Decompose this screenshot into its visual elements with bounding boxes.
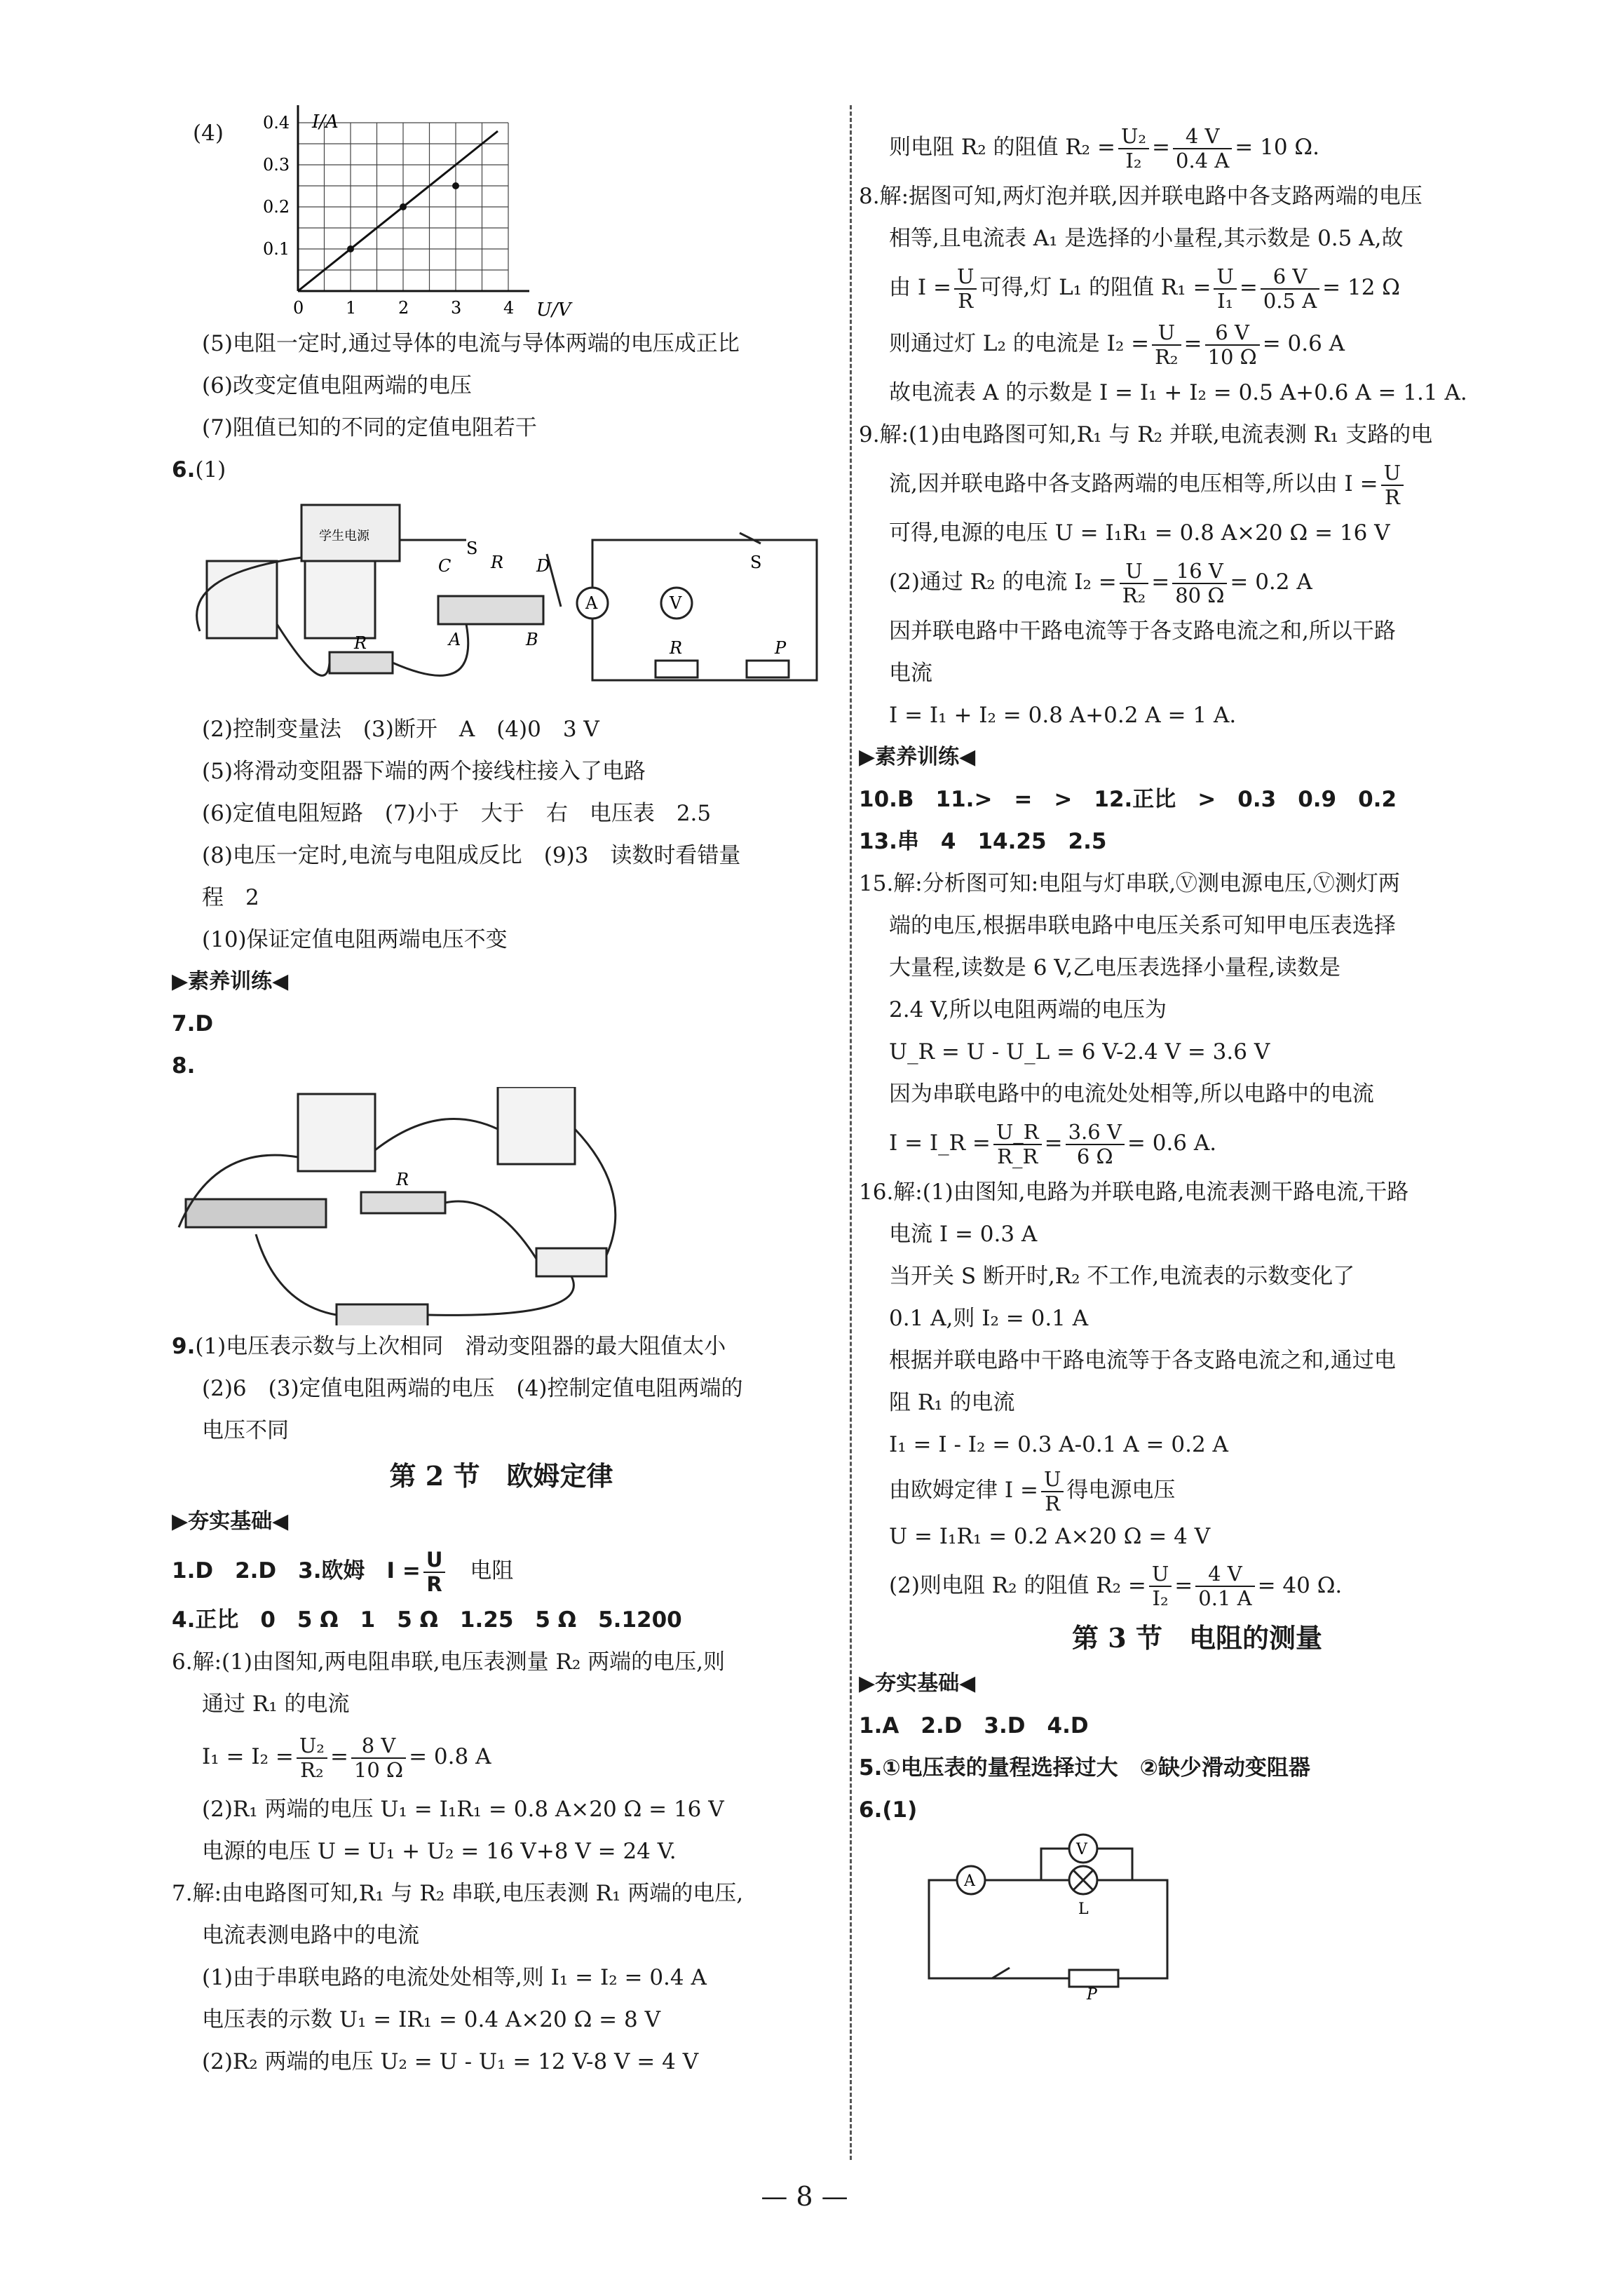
q15-line-a: 15.解:分析图可知:电阻与灯串联,Ⓥ测电源电压,Ⓥ测灯两: [859, 871, 1400, 896]
schematic-v-label: V: [670, 593, 682, 613]
meter-2: [498, 1087, 575, 1164]
data-point: [452, 182, 459, 189]
q15-line-f: 因为串联电路中的电流处处相等,所以电路中的电流: [889, 1081, 1374, 1107]
y-tick-label: 0.1: [263, 239, 290, 259]
q9-line-c: 电压不同: [202, 1418, 289, 1443]
schematic-switch: [740, 533, 761, 543]
q10-12-answers: 10.B 11.> = > 12.正比 > 0.3 0.9 0.2: [859, 787, 1397, 812]
q8-line-c: 由 I = $\frac{U}{R}$ 可得,灯 L₁ 的阻值 R₁ = $\frac{U}{\text{I₁}}$ = $\frac{6 V}{0.5 A}$ = 12 Ω: [889, 264, 1400, 313]
meter-1: [298, 1094, 375, 1171]
rheostat-p-label: P: [1087, 1985, 1097, 1999]
x-tick-label: 2: [398, 298, 409, 318]
graph-line: [298, 131, 498, 291]
voltmeter-branch: [1041, 1849, 1069, 1880]
item-4-5: (5)电阻一定时,通过导体的电流与导体两端的电压成正比: [202, 331, 740, 356]
iu-graph-block: [172, 105, 831, 323]
section-hangshi-2: ▶夯实基础◀: [859, 1670, 976, 1696]
data-point: [347, 245, 354, 252]
q15-line-c: 大量程,读数是 6 V,乙电压表选择小量程,读数是: [889, 955, 1340, 980]
schematic-rheostat: [747, 661, 789, 677]
q6-line-8b: 程 2: [202, 885, 259, 910]
q6-line-6: (6)定值电阻短路 (7)小于 大于 右 电压表 2.5: [202, 801, 712, 826]
q9-line-a: (1)电压表示数与上次相同 滑动变阻器的最大阻值太小: [195, 1334, 726, 1359]
schematic-r-label: R: [670, 638, 683, 658]
y-tick-labels: [263, 113, 290, 259]
q15-line-g: I = I_R = $\frac{U\_R}{R\_R}$ = $\frac{3.6 V}{6 \Omega}$ = 0.6 A.: [889, 1119, 1217, 1168]
q6s-line-a: 6.解:(1)由图知,两电阻串联,电压表测量 R₂ 两端的电压,则: [172, 1649, 725, 1675]
q8-line-a: 8.解:据图可知,两灯泡并联,因并联电路中各支路两端的电压: [859, 184, 1423, 209]
schematic-resistor: [656, 661, 698, 677]
terminal-d: D: [536, 556, 550, 576]
q16-line-j: (2)则电阻 R₂ 的阻值 R₂ = $\frac{U}{\text{I₂}}$ = $\frac{4 V}{0.1 A}$ = 40 Ω.: [889, 1562, 1343, 1610]
q16-line-d: 0.1 A,则 I₂ = 0.1 A: [889, 1306, 1089, 1331]
schematic-s-label: S: [750, 553, 762, 572]
x-tick-label: 3: [451, 298, 462, 318]
q9-line-e: 因并联电路中干路电流等于各支路电流之和,所以干路: [889, 619, 1396, 644]
q6-label: 6.(1): [859, 1797, 918, 1823]
q9-line-c: 可得,电源的电压 U = I₁R₁ = 0.8 A×20 Ω = 16 V: [889, 520, 1390, 546]
resistor-r-label: R: [396, 1170, 409, 1189]
q9-line-b: (2)6 (3)定值电阻两端的电压 (4)控制定值电阻两端的: [202, 1376, 743, 1401]
q8-line-d: 则通过灯 L₂ 的电流是 I₂ = $\frac{U}{\text{R₂}}$ = $\frac{6 V}{10 \Omega}$ = 0.6 A: [889, 320, 1345, 369]
section-suyang-1: ▶素养训练◀: [172, 969, 289, 994]
label-r-top: R: [491, 553, 504, 572]
column-divider: [850, 105, 852, 2160]
ammeter-label: A: [964, 1872, 975, 1890]
q6-number: 6.: [172, 457, 196, 482]
item-4-6: (6)改变定值电阻两端的电压: [202, 373, 472, 398]
terminal-a: A: [449, 630, 461, 649]
terminal-c: C: [438, 556, 452, 576]
q15-line-d: 2.4 V,所以电阻两端的电压为: [889, 997, 1167, 1022]
y-tick-label: 0.3: [263, 155, 290, 175]
q1-3-answers: 1.D 2.D 3.欧姆 I =: [172, 1558, 421, 1583]
q6-circuit-figure: [172, 491, 831, 708]
y-axis-label: I/A: [312, 112, 339, 133]
supply-label: 学生电源: [319, 529, 369, 543]
schematic-p-label: P: [775, 638, 787, 658]
r-line-0: 则电阻 R₂ 的阻值 R₂ = $\frac{\text{U₂}}{\text{I₂}}$ = $\frac{4 V}{0.4 A}$ = 10 Ω.: [889, 123, 1319, 173]
q9-line-a: 9.解:(1)由电路图可知,R₁ 与 R₂ 并联,电流表测 R₁ 支路的电: [859, 422, 1433, 447]
q9-line-b: 流,因并联电路中各支路两端的电压相等,所以由 I = $\frac{U}{R}$: [859, 456, 1535, 512]
q8-number: 8.: [172, 1053, 196, 1079]
q8-circuit-figure: [172, 1087, 663, 1325]
q6-line-10: (10)保证定值电阻两端电压不变: [202, 927, 508, 952]
q6-schematic: [901, 1831, 1195, 1999]
iu-graph: [228, 105, 592, 323]
wire: [375, 1119, 498, 1150]
q16-line-b: 电流 I = 0.3 A: [889, 1222, 1038, 1247]
x-tick-label: 1: [346, 298, 357, 318]
q7-answer: 7.D: [172, 1011, 214, 1036]
q6s-line-b: 通过 R₁ 的电流: [202, 1691, 350, 1717]
q5-answer: 5.①电压表的量程选择过大 ②缺少滑动变阻器: [859, 1755, 1310, 1781]
q6-line-5: (5)将滑动变阻器下端的两个接线柱接入了电路: [202, 759, 646, 784]
wire: [445, 1201, 536, 1259]
q3-resistance: 电阻: [470, 1558, 514, 1583]
resistor: [361, 1192, 445, 1213]
item-4-label: (4): [193, 121, 224, 146]
lamp-label: L: [1078, 1900, 1089, 1918]
x-tick-labels: [293, 298, 514, 318]
switch-symbol: [992, 1968, 1010, 1978]
circuit-loop: [929, 1880, 1167, 1978]
q9-line-g: I = I₁ + I₂ = 0.8 A+0.2 A = 1 A.: [889, 703, 1237, 728]
q7s-line-c: (1)由于串联电路的电流处处相等,则 I₁ = I₂ = 0.4 A: [202, 1965, 707, 1990]
wire: [575, 1129, 616, 1255]
q6-label: (1): [195, 457, 226, 482]
q16-line-g: I₁ = I - I₂ = 0.3 A-0.1 A = 0.2 A: [889, 1432, 1228, 1457]
q4-5-answers: 4.正比 0 5 Ω 1 5 Ω 1.25 5 Ω 5.1200: [172, 1607, 682, 1633]
q8-line-e: 故电流表 A 的示数是 I = I₁ + I₂ = 0.5 A+0.6 A = 1.1 A.: [889, 380, 1467, 405]
wire: [256, 1234, 337, 1315]
q16-line-h: 由欧姆定律 I = $\frac{U}{R}$ 得电源电压: [889, 1466, 1176, 1515]
rheostat: [186, 1199, 326, 1227]
rheostat: [438, 596, 543, 624]
q1-4-answers: 1.A 2.D 3.D 4.D: [859, 1713, 1089, 1738]
section-3-heading: 第 3 节 电阻的测量: [1072, 1621, 1322, 1654]
voltmeter-label: V: [1076, 1840, 1087, 1858]
q7s-line-e: (2)R₂ 两端的电压 U₂ = U - U₁ = 12 V-8 V = 4 V: [202, 2049, 699, 2074]
resistor-r-label: R: [354, 633, 367, 653]
switch: [536, 1248, 606, 1276]
switch-s-label: S: [466, 539, 478, 558]
q16-line-f: 阻 R₁ 的电流: [889, 1390, 1015, 1415]
q6-line-2: (2)控制变量法 (3)断开 A (4)0 3 V: [202, 717, 599, 742]
q9-line-d: (2)通过 R₂ 的电流 I₂ = $\frac{U}{\text{R₂}}$ = $\frac{16 V}{80 \Omega}$ = 0.2 A: [889, 558, 1312, 607]
left-column: (4) I/A U/V 0.4 0.3 0.2 0.1 0 1 2 3 4 (5)电阻一定时,通过导体的电流与导体两端的电压成正比 (6)改变定值电阻两端的电压 (7)阻值已知的不同的定值电阻若干 6.(1) 学生电源 C R D S A B R A V S R P (2)控制变量法 (3)断开 A (4)0 3 V (5)将滑动变阻器下端的两个接线柱接入了电路 (6)定值电阻短路 (7)小于 大于 右 电压表 2.5 (8)电压一定时,电流与电阻成反比 (9)3 读数时看错量 程 2 (10)保证定值电阻两端电压不变 ▶素养训练◀ 7.D 8. R 9.(1)电压表示数与上次相同 滑动变阻器的最大阻值太小 (2)6 (3)定值电阻两端的电压 (4)控制定值电阻两端的 电压不同 第 2 节 欧姆定律 ▶夯实基础◀ 1.D 2.D 3.欧姆 I = $\frac{U}{R}$ 电阻 4.正比 0 5 Ω 1 5 Ω 1.25 5 Ω 5.1200 6.解:(1)由图知,两电阻串联,电压表测量 R₂ 两端的电压,则 通过 R₁ 的电流 I₁ = I₂ = $\frac{\text{U₂}}{\text{R₂}}$ = $\frac{8 V}{10 \Omega}$ = 0.8 A (2)R₁ 两端的电压 U₁ = I₁R₁ = 0.8 A×20 Ω = 16 V 电源的电压 U = U₁ + U₂ = 16 V+8 V = 24 V. 7.解:由电路图可知,R₁ 与 R₂ 串联,电压表测 R₁ 两端的电压, 电流表测电路中的电流 (1)由于串联电路的电流处处相等,则 I₁ = I₂ = 0.4 A 电压表的示数 U₁ = IR₁ = 0.4 A×20 Ω = 8 V (2)R₂ 两端的电压 U₂ = U - U₁ = 12 V-8 V = 4 V: [172, 105, 831, 2083]
q7s-line-b: 电流表测电路中的电流: [202, 1923, 419, 1948]
section-2-heading: 第 2 节 欧姆定律: [389, 1460, 613, 1492]
page-number: — 8 —: [761, 2181, 848, 2212]
data-point: [400, 203, 407, 210]
q7s-line-d: 电压表的示数 U₁ = IR₁ = 0.4 A×20 Ω = 8 V: [202, 2007, 660, 2032]
y-tick-label: 0.2: [263, 197, 290, 217]
q9-line-f: 电流: [889, 661, 932, 686]
q6s-line-e: 电源的电压 U = U₁ + U₂ = 16 V+8 V = 24 V.: [202, 1839, 677, 1864]
q15-line-e: U_R = U - U_L = 6 V-2.4 V = 3.6 V: [889, 1039, 1270, 1065]
ammeter-device: [207, 561, 277, 638]
q9-number: 9.: [172, 1334, 196, 1359]
battery: [337, 1304, 428, 1325]
item-4-7: (7)阻值已知的不同的定值电阻若干: [202, 415, 537, 440]
q6s-line-d: (2)R₁ 两端的电压 U₁ = I₁R₁ = 0.8 A×20 Ω = 16 V: [202, 1797, 724, 1822]
q16-line-i: U = I₁R₁ = 0.2 A×20 Ω = 4 V: [889, 1523, 1211, 1549]
q7s-line-a: 7.解:由电路图可知,R₁ 与 R₂ 串联,电压表测 R₁ 两端的电压,: [172, 1881, 744, 1906]
terminal-b: B: [526, 630, 538, 649]
schematic-a-label: A: [585, 593, 598, 613]
y-tick-label: 0.4: [263, 113, 290, 133]
x-axis-label: U/V: [536, 299, 571, 320]
q15-line-b: 端的电压,根据串联电路中电压关系可知甲电压表选择: [889, 913, 1396, 938]
q6-line-8a: (8)电压一定时,电流与电阻成反比 (9)3 读数时看错量: [202, 843, 741, 868]
q16-line-a: 16.解:(1)由图知,电路为并联电路,电流表测干路电流,干路: [859, 1180, 1409, 1205]
wire: [428, 1276, 573, 1315]
q8-line-b: 相等,且电流表 A₁ 是选择的小量程,其示数是 0.5 A,故: [889, 226, 1404, 251]
rheostat-symbol: [1069, 1970, 1118, 1987]
x-tick-label: 0: [293, 298, 304, 318]
q16-line-c: 当开关 S 断开时,R₂ 不工作,电流表的示数变化了: [889, 1264, 1355, 1289]
q16-line-e: 根据并联电路中干路电流等于各支路电流之和,通过电: [889, 1348, 1396, 1373]
voltmeter-device: [305, 561, 375, 638]
resistor-R: [330, 652, 393, 673]
schematic-frame: [592, 540, 817, 680]
voltmeter-branch: [1097, 1849, 1132, 1880]
x-tick-label: 4: [503, 298, 515, 318]
section-hangshi-1: ▶夯实基础◀: [172, 1509, 289, 1534]
section-suyang-2: ▶素养训练◀: [859, 745, 976, 769]
q6s-line-c: I₁ = I₂ = $\frac{\text{U₂}}{\text{R₂}}$ = $\frac{8 V}{10 \Omega}$ = 0.8 A: [202, 1733, 491, 1782]
q13-14-answers: 13.串 4 14.25 2.5: [859, 829, 1107, 854]
right-column: [859, 119, 1535, 1999]
